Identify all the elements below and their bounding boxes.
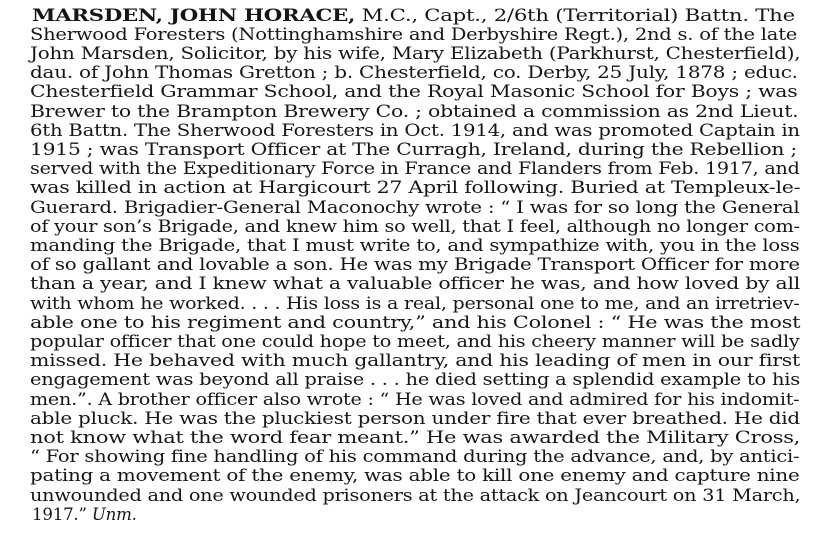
entry-line-12: of your son’s Brigade, and knew him so well, that I feel, although no longer com- — [30, 217, 800, 236]
entry-line-21: men.”. A brother officer also wrote : “ He was loved and admired for his indomit- — [30, 390, 800, 409]
entry-line-14: of so gallant and lovable a son. He was my Brigade Transport Officer for more — [30, 255, 800, 274]
entry-line-17: able one to his regiment and country,” and his Colonel : “ He was the most — [30, 313, 801, 332]
entry-line-7: 6th Battn. The Sherwood Foresters in Oct. 1914, and was promoted Captain in — [30, 121, 800, 140]
entry-line-6: Brewer to the Brampton Brewery Co. ; obtained a commission as 2nd Lieut. — [30, 102, 799, 121]
entry-line-10: was killed in action at Hargicourt 27 April following. Buried at Templeux-le- — [30, 178, 801, 197]
entry-line-8: 1915 ; was Transport Officer at The Curragh, Ireland, during the Rebellion ; — [30, 140, 798, 159]
unmarried-abbrev: Unm. — [91, 505, 137, 524]
entry-line-25: pating a movement of the enemy, was able to kill one enemy and capture nine — [30, 466, 800, 485]
entry-line-16: with whom he worked. . . . His loss is a real, personal one to me, and an irretriev- — [30, 294, 800, 313]
entry-line-19: missed. He behaved with much gallantry, and his leading of men in our first — [30, 351, 801, 370]
entry-line-4: dau. of John Thomas Gretton ; b. Chesterfield, co. Derby, 25 July, 1878 ; educ. — [30, 63, 798, 82]
entry-line-26: unwounded and one wounded prisoners at the attack on Jeancourt on 31 March, — [30, 486, 801, 505]
entry-name: MARSDEN, JOHN HORACE, — [32, 5, 356, 25]
entry-line-text: 1917.” — [32, 505, 87, 524]
entry-line-24: “ For showing fine handling of his command during the advance, and, by antici- — [30, 447, 800, 466]
entry-line-23: not know what the word fear meant.” He was awarded the Military Cross, — [30, 428, 801, 447]
entry-line-2: Sherwood Foresters (Nottinghamshire and Derbyshire Regt.), 2nd s. of the late — [30, 25, 798, 44]
entry-line-18: popular officer that one could hope to meet, and his cheery manner will be sadly — [30, 332, 800, 351]
entry-line-3: John Marsden, Solicitor, by his wife, Mary Elizabeth (Parkhurst, Chesterfield), — [30, 44, 801, 63]
entry-line-5: Chesterfield Grammar School, and the Royal Masonic School for Boys ; was — [30, 82, 798, 101]
entry-line-text: M.C., Capt., 2/6th (Territorial) Battn. The — [355, 6, 795, 25]
entry-line-13: manding the Brigade, that I must write to, and sympathize with, you in the loss — [30, 236, 800, 255]
entry-line-11: Guerard. Brigadier-General Maconochy wrote : “ I was for so long the General — [30, 198, 800, 217]
entry-line-9: served with the Expeditionary Force in France and Flanders from Feb. 1917, and — [30, 159, 800, 178]
entry-line-15: than a year, and I knew what a valuable officer he was, and how loved by all — [30, 274, 800, 293]
entry-line-1 — [32, 6, 795, 25]
entry-line-27 — [32, 505, 137, 524]
entry-line-20: engagement was beyond all praise . . . he died setting a splendid example to his — [30, 370, 800, 389]
entry-line-22: able pluck. He was the pluckiest person under fire that ever breathed. He did — [30, 409, 800, 428]
